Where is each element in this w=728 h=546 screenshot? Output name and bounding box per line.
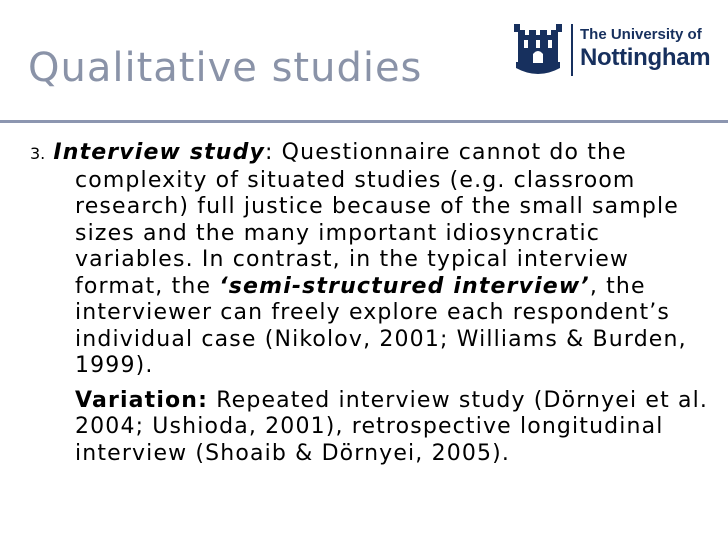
slide-body (30, 140, 710, 467)
item-emphasis: ‘semi-structured interview’ (219, 273, 590, 299)
variation-paragraph (30, 388, 710, 468)
item-text-part2: , the interviewer can freely explore each respondent’s individual case (Nikolov, 2001; Williams & Burden, 1999). (75, 273, 687, 378)
item-text-part1: : Questionnaire cannot do the complexity of situated studies (e.g. classroom research) full justice because of the small sample sizes and the many important idiosyncratic variables. In contrast, in the typical interview format, the (75, 140, 679, 299)
slide-title: Qualitative studies (28, 45, 423, 91)
interview-study-paragraph (30, 140, 710, 380)
title-divider (0, 120, 728, 123)
logo-text-line2: Nottingham (580, 44, 711, 71)
castle-crest-icon (512, 22, 564, 78)
variation-label: Variation: (75, 387, 209, 413)
logo-text-line1: The University of (580, 26, 702, 43)
variation-text: Repeated interview study (Dörnyei et al. 2004; Ushioda, 2001), retrospective longitudinal interview (Shoaib & Dörnyei, 2005). (75, 387, 709, 466)
logo-divider (571, 24, 573, 76)
university-logo (512, 18, 712, 82)
item-number: 3. (30, 144, 46, 163)
item-heading: Interview study (53, 140, 265, 165)
